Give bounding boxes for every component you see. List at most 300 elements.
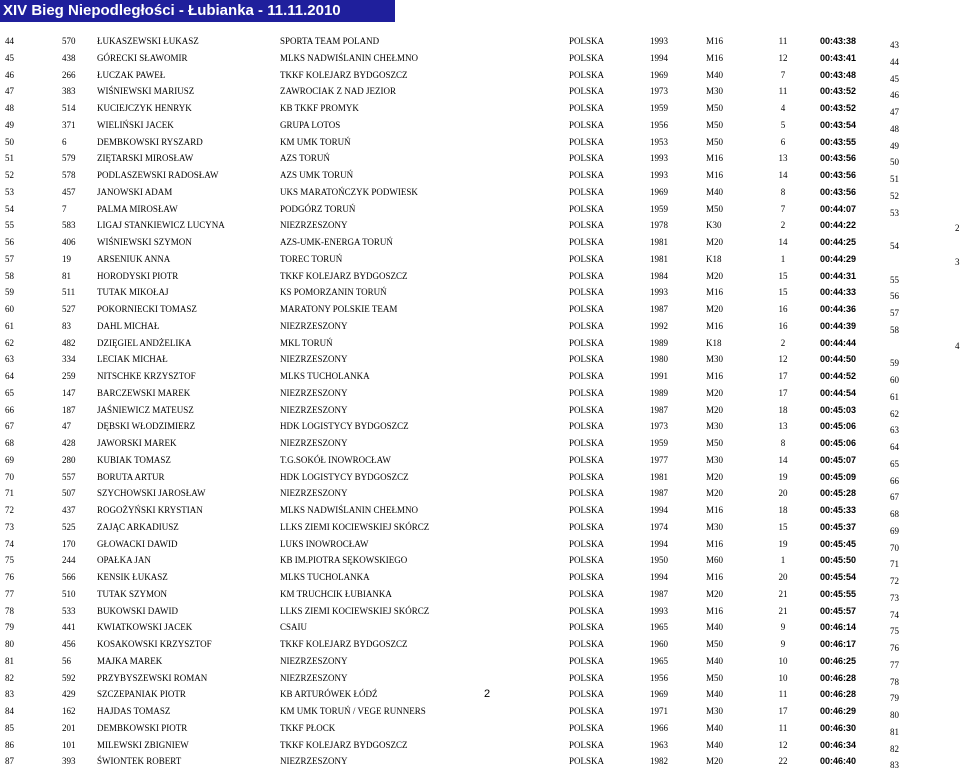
club-name: CSAIU <box>280 622 308 633</box>
place-cell: 63 <box>5 354 14 365</box>
club-name: KB ARTURÓWEK ŁÓDŹ <box>280 689 378 700</box>
runner-name: PRZYBYSZEWSKI ROMAN <box>97 672 208 683</box>
table-row <box>0 100 960 116</box>
runner-name: PALMA MIROSŁAW <box>97 203 178 214</box>
place-cell: 57 <box>5 253 14 264</box>
runner-name: ARSENIUK ANNA <box>97 253 171 264</box>
birth-year: 1965 <box>650 655 668 666</box>
table-row <box>0 117 960 133</box>
bib-cell: 83 <box>62 320 71 331</box>
bib-cell: 525 <box>62 521 76 532</box>
club-name: LLKS ZIEMI KOCIEWSKIEJ SKÓRCZ <box>280 605 430 616</box>
club-name: LLKS ZIEMI KOCIEWSKIEJ SKÓRCZ <box>280 521 430 532</box>
finish-time: 00:43:52 <box>820 103 857 113</box>
bib-cell: 429 <box>62 689 76 700</box>
table-row <box>0 184 960 200</box>
finish-time: 00:46:30 <box>820 722 857 733</box>
finish-time: 00:45:50 <box>820 555 857 566</box>
birth-year: 1959 <box>650 438 668 448</box>
country-cell: POLSKA <box>569 689 605 700</box>
category: K18 <box>706 337 722 348</box>
finish-time: 00:46:40 <box>820 756 857 767</box>
birth-year: 1981 <box>650 471 668 482</box>
table-row <box>0 50 960 66</box>
country-cell: POLSKA <box>569 270 605 281</box>
category: M40 <box>706 186 724 197</box>
birth-year: 1984 <box>650 270 668 281</box>
place-cell: 58 <box>5 270 14 281</box>
finish-time: 00:43:38 <box>820 36 857 46</box>
club-name: NIEZRZESZONY <box>280 756 348 767</box>
category: M16 <box>706 572 724 582</box>
table-row <box>0 502 960 518</box>
title-bar <box>0 0 395 22</box>
finish-time: 00:43:52 <box>820 86 857 97</box>
place-cell: 67 <box>5 421 14 432</box>
runner-name: ŁUCZAK PAWEŁ <box>97 69 166 80</box>
category-rank: 2 <box>780 337 786 348</box>
club-name: KB TKKF PROMYK <box>280 103 359 113</box>
place-cell: 49 <box>5 119 14 130</box>
category-rank: 20 <box>778 572 788 582</box>
bib-cell: 510 <box>62 588 76 599</box>
place-cell: 68 <box>5 438 14 448</box>
country-cell: POLSKA <box>569 588 605 599</box>
category: M16 <box>706 52 724 63</box>
finish-time: 00:46:17 <box>820 639 857 649</box>
country-cell: POLSKA <box>569 722 605 733</box>
category: M20 <box>706 588 724 599</box>
runner-name: ŚWIONTEK ROBERT <box>97 756 182 767</box>
place-cell: 75 <box>5 555 14 566</box>
club-name: MLKS TUCHOLANKA <box>280 572 370 582</box>
category-rank: 4 <box>780 103 786 113</box>
bib-cell: 579 <box>62 153 76 164</box>
bib-cell: 280 <box>62 454 76 465</box>
country-cell: POLSKA <box>569 371 605 381</box>
table-row <box>0 603 960 619</box>
page-title: XIV Bieg Niepodległości - Łubianka - 11.11.2010 <box>3 2 341 19</box>
runner-name: DEMBKOWSKI RYSZARD <box>97 136 203 147</box>
female-place: 2 <box>955 223 960 234</box>
category-rank: 1 <box>780 253 786 264</box>
male-place: 48 <box>890 123 899 134</box>
male-place: 60 <box>890 375 899 385</box>
category-rank: 6 <box>780 136 786 147</box>
runner-name: ŁUKASZEWSKI ŁUKASZ <box>97 36 199 46</box>
runner-name: PODLASZEWSKI RADOSŁAW <box>97 170 219 180</box>
category: M50 <box>706 103 724 113</box>
runner-name: KENSIK ŁUKASZ <box>97 572 168 582</box>
finish-time: 00:45:37 <box>820 521 857 532</box>
bib-cell: 406 <box>62 237 76 247</box>
finish-time: 00:43:41 <box>820 52 857 63</box>
runner-name: KUBIAK TOMASZ <box>97 454 171 465</box>
table-row <box>0 301 960 317</box>
finish-time: 00:45:03 <box>820 404 857 415</box>
birth-year: 1994 <box>650 572 668 582</box>
club-name: TKKF KOLEJARZ BYDGOSZCZ <box>280 69 408 80</box>
bib-cell: 457 <box>62 186 76 197</box>
birth-year: 1959 <box>650 103 668 113</box>
birth-year: 1971 <box>650 706 668 716</box>
birth-year: 1993 <box>650 605 668 616</box>
category: M30 <box>706 86 724 97</box>
bib-cell: 533 <box>62 605 76 616</box>
birth-year: 1994 <box>650 505 668 515</box>
finish-time: 00:43:55 <box>820 136 857 147</box>
country-cell: POLSKA <box>569 354 605 365</box>
category: M50 <box>706 203 724 214</box>
finish-time: 00:43:48 <box>820 69 857 80</box>
male-place: 43 <box>890 40 899 50</box>
club-name: NIEZRZESZONY <box>280 320 348 331</box>
country-cell: POLSKA <box>569 320 605 331</box>
male-place: 58 <box>890 324 899 335</box>
club-name: NIEZRZESZONY <box>280 488 348 499</box>
bib-cell: 383 <box>62 86 76 97</box>
runner-name: MILEWSKI ZBIGNIEW <box>97 739 189 750</box>
runner-name: LIGAJ STANKIEWICZ LUCYNA <box>97 220 225 231</box>
category: M50 <box>706 119 724 130</box>
finish-time: 00:43:56 <box>820 170 857 180</box>
bib-cell: 511 <box>62 287 76 298</box>
country-cell: POLSKA <box>569 572 605 582</box>
male-place: 51 <box>890 174 899 184</box>
country-cell: POLSKA <box>569 605 605 616</box>
place-cell: 51 <box>5 153 14 164</box>
birth-year: 1956 <box>650 672 668 683</box>
table-row <box>0 33 960 49</box>
place-cell: 65 <box>5 387 14 398</box>
runner-name: HAJDAS TOMASZ <box>97 706 171 716</box>
runner-name: DZIĘGIEL ANDŻELIKA <box>97 337 192 348</box>
finish-time: 00:46:28 <box>820 689 857 700</box>
club-name: MKL TORUŃ <box>280 337 333 348</box>
club-name: TKKF KOLEJARZ BYDGOSZCZ <box>280 270 408 281</box>
category-rank: 12 <box>778 739 788 750</box>
bib-cell: 527 <box>62 304 76 314</box>
bib-cell: 437 <box>62 505 76 515</box>
male-place: 57 <box>890 308 899 318</box>
bib-cell: 570 <box>62 36 76 46</box>
club-name: MLKS TUCHOLANKA <box>280 371 370 381</box>
place-cell: 60 <box>5 304 14 314</box>
category-rank: 10 <box>778 672 788 683</box>
category: M30 <box>706 421 724 432</box>
country-cell: POLSKA <box>569 739 605 750</box>
country-cell: POLSKA <box>569 253 605 264</box>
country-cell: POLSKA <box>569 521 605 532</box>
country-cell: POLSKA <box>569 421 605 432</box>
table-row <box>0 150 960 166</box>
place-cell: 45 <box>5 52 14 63</box>
finish-time: 00:44:39 <box>820 320 857 331</box>
category-rank: 7 <box>780 203 786 214</box>
bib-cell: 147 <box>62 387 76 398</box>
birth-year: 1969 <box>650 69 668 80</box>
runner-name: HORODYSKI PIOTR <box>97 270 179 281</box>
birth-year: 1974 <box>650 521 668 532</box>
category-rank: 8 <box>780 186 786 197</box>
table-row <box>0 435 960 451</box>
category-rank: 8 <box>780 438 786 448</box>
male-place: 56 <box>890 291 899 302</box>
runner-name: MAJKA MAREK <box>97 655 163 666</box>
birth-year: 1981 <box>650 237 668 247</box>
table-row <box>0 217 960 233</box>
male-place: 45 <box>890 73 899 84</box>
bib-cell: 592 <box>62 672 76 683</box>
runner-name: TUTAK MIKOŁAJ <box>97 287 169 298</box>
category-rank: 22 <box>778 756 788 767</box>
bib-cell: 482 <box>62 337 76 348</box>
place-cell: 74 <box>5 538 14 549</box>
birth-year: 1993 <box>650 287 668 298</box>
country-cell: POLSKA <box>569 655 605 666</box>
table-row <box>0 351 960 367</box>
category-rank: 21 <box>778 605 788 616</box>
place-cell: 46 <box>5 69 14 80</box>
finish-time: 00:46:28 <box>820 672 857 683</box>
finish-time: 00:43:56 <box>820 186 857 197</box>
runner-name: ZAJĄC ARKADIUSZ <box>97 521 179 532</box>
finish-time: 00:46:29 <box>820 706 857 716</box>
category-rank: 15 <box>778 287 788 298</box>
club-name: NIEZRZESZONY <box>280 387 348 398</box>
place-cell: 87 <box>5 756 14 767</box>
table-row <box>0 251 960 267</box>
birth-year: 1969 <box>650 186 668 197</box>
club-name: KB IM.PIOTRA SĘKOWSKIEGO <box>280 555 408 566</box>
table-row <box>0 134 960 150</box>
country-cell: POLSKA <box>569 304 605 314</box>
category: M16 <box>706 371 724 381</box>
category: M16 <box>706 605 724 616</box>
place-cell: 82 <box>5 672 14 683</box>
category-rank: 1 <box>780 555 786 566</box>
birth-year: 1991 <box>650 371 668 381</box>
country-cell: POLSKA <box>569 136 605 147</box>
male-place: 72 <box>890 576 899 586</box>
finish-time: 00:44:07 <box>820 203 857 214</box>
bib-cell: 428 <box>62 438 76 448</box>
runner-name: WIELIŃSKI JACEK <box>97 119 174 130</box>
place-cell: 44 <box>5 36 14 46</box>
country-cell: POLSKA <box>569 555 605 566</box>
club-name: KM UMK TORUŃ / VEGE RUNNERS <box>280 706 426 716</box>
male-place: 66 <box>890 475 899 486</box>
country-cell: POLSKA <box>569 488 605 499</box>
runner-name: JAŚNIEWICZ MATEUSZ <box>97 404 194 415</box>
male-place: 64 <box>890 442 899 452</box>
club-name: TOREC TORUŃ <box>280 253 343 264</box>
male-place: 47 <box>890 107 899 117</box>
table-row <box>0 83 960 99</box>
category: M20 <box>706 756 724 767</box>
table-row <box>0 335 960 351</box>
table-row <box>0 402 960 418</box>
category-rank: 13 <box>778 421 788 432</box>
club-name: NIEZRZESZONY <box>280 220 348 231</box>
table-row <box>0 619 960 635</box>
finish-time: 00:44:33 <box>820 287 857 298</box>
category-rank: 16 <box>778 320 788 331</box>
category: M20 <box>706 471 724 482</box>
runner-name: ZIĘTARSKI MIROSŁAW <box>97 153 194 164</box>
country-cell: POLSKA <box>569 672 605 683</box>
category-rank: 15 <box>778 270 788 281</box>
club-name: SPORTA TEAM POLAND <box>280 36 380 46</box>
country-cell: POLSKA <box>569 153 605 164</box>
club-name: HDK LOGISTYCY BYDGOSZCZ <box>280 421 409 432</box>
country-cell: POLSKA <box>569 622 605 633</box>
category: M16 <box>706 153 724 164</box>
category: M16 <box>706 505 724 515</box>
table-row <box>0 569 960 585</box>
country-cell: POLSKA <box>569 706 605 716</box>
club-name: KS POMORZANIN TORUŃ <box>280 287 387 298</box>
birth-year: 1977 <box>650 454 668 465</box>
runner-name: BUKOWSKI DAWID <box>97 605 179 616</box>
place-cell: 85 <box>5 722 14 733</box>
bib-cell: 393 <box>62 756 76 767</box>
place-cell: 70 <box>5 471 14 482</box>
birth-year: 1956 <box>650 119 668 130</box>
male-place: 67 <box>890 492 899 503</box>
category: M16 <box>706 36 724 46</box>
category-rank: 21 <box>778 588 788 599</box>
category-rank: 14 <box>778 170 788 180</box>
table-row <box>0 452 960 468</box>
category: M16 <box>706 170 724 180</box>
category-rank: 17 <box>778 371 788 381</box>
runner-name: KWIATKOWSKI JACEK <box>97 622 193 633</box>
club-name: NIEZRZESZONY <box>280 438 348 448</box>
country-cell: POLSKA <box>569 103 605 113</box>
place-cell: 61 <box>5 320 14 331</box>
finish-time: 00:45:57 <box>820 605 857 616</box>
place-cell: 86 <box>5 739 14 750</box>
finish-time: 00:45:33 <box>820 505 857 515</box>
country-cell: POLSKA <box>569 505 605 515</box>
place-cell: 47 <box>5 86 14 97</box>
place-cell: 73 <box>5 521 14 532</box>
table-row <box>0 686 960 702</box>
club-name: AZS-UMK-ENERGA TORUŃ <box>280 237 393 247</box>
bib-cell: 19 <box>62 253 71 264</box>
category-rank: 2 <box>780 220 786 231</box>
category: M50 <box>706 438 724 448</box>
bib-cell: 334 <box>62 354 76 365</box>
club-name: GRUPA LOTOS <box>280 119 341 130</box>
category: M20 <box>706 304 724 314</box>
club-name: NIEZRZESZONY <box>280 354 348 365</box>
place-cell: 81 <box>5 655 14 666</box>
male-place: 61 <box>890 391 899 402</box>
table-row <box>0 703 960 719</box>
country-cell: POLSKA <box>569 186 605 197</box>
bib-cell: 266 <box>62 69 76 80</box>
club-name: KM UMK TORUŃ <box>280 136 351 147</box>
place-cell: 59 <box>5 287 14 298</box>
runner-name: BORUTA ARTUR <box>97 471 165 482</box>
country-cell: POLSKA <box>569 454 605 465</box>
club-name: MLKS NADWIŚLANIN CHEŁMNO <box>280 505 418 515</box>
birth-year: 1994 <box>650 538 668 549</box>
finish-time: 00:45:55 <box>820 588 857 599</box>
runner-name: DAHL MICHAŁ <box>97 320 160 331</box>
bib-cell: 456 <box>62 639 76 649</box>
category: M30 <box>706 521 724 532</box>
place-cell: 79 <box>5 622 14 633</box>
country-cell: POLSKA <box>569 170 605 180</box>
category-rank: 11 <box>778 722 788 733</box>
male-place: 79 <box>890 693 899 704</box>
category-rank: 17 <box>778 706 788 716</box>
country-cell: POLSKA <box>569 237 605 247</box>
bib-cell: 441 <box>62 622 76 633</box>
category: M16 <box>706 320 724 331</box>
bib-cell: 438 <box>62 52 76 63</box>
finish-time: 00:44:29 <box>820 253 857 264</box>
finish-time: 00:43:54 <box>820 119 857 130</box>
bib-cell: 578 <box>62 170 76 180</box>
runner-name: KOSAKOWSKI KRZYSZTOF <box>97 639 212 649</box>
club-name: TKKF KOLEJARZ BYDGOSZCZ <box>280 639 408 649</box>
male-place: 55 <box>890 274 899 285</box>
birth-year: 1989 <box>650 337 668 348</box>
male-place: 83 <box>890 760 899 771</box>
male-place: 81 <box>890 726 899 737</box>
country-cell: POLSKA <box>569 639 605 649</box>
country-cell: POLSKA <box>569 404 605 415</box>
country-cell: POLSKA <box>569 36 605 46</box>
category-rank: 15 <box>778 521 788 532</box>
category-rank: 11 <box>778 86 788 97</box>
runner-name: SZYCHOWSKI JAROSŁAW <box>97 488 206 499</box>
category: M50 <box>706 672 724 683</box>
finish-time: 00:45:09 <box>820 471 857 482</box>
finish-time: 00:45:54 <box>820 572 857 582</box>
category-rank: 20 <box>778 488 788 499</box>
female-place: 4 <box>955 340 960 351</box>
finish-time: 00:44:36 <box>820 304 857 314</box>
finish-time: 00:46:34 <box>820 739 857 750</box>
birth-year: 1981 <box>650 253 668 264</box>
birth-year: 1963 <box>650 739 668 750</box>
country-cell: POLSKA <box>569 52 605 63</box>
place-cell: 77 <box>5 588 14 599</box>
male-place: 68 <box>890 509 899 519</box>
birth-year: 1982 <box>650 756 668 767</box>
category: M16 <box>706 538 724 549</box>
category: M20 <box>706 404 724 415</box>
birth-year: 1987 <box>650 588 668 599</box>
birth-year: 1994 <box>650 52 668 63</box>
birth-year: 1993 <box>650 36 668 46</box>
bib-cell: 583 <box>62 220 76 231</box>
category: M20 <box>706 237 724 247</box>
category-rank: 11 <box>778 36 788 46</box>
runner-name: SZCZEPANIAK PIOTR <box>97 689 186 700</box>
country-cell: POLSKA <box>569 756 605 767</box>
club-name: TKKF KOLEJARZ BYDGOSZCZ <box>280 739 408 750</box>
bib-cell: 6 <box>62 136 67 147</box>
bib-cell: 101 <box>62 739 76 750</box>
place-cell: 54 <box>5 203 14 214</box>
country-cell: POLSKA <box>569 538 605 549</box>
